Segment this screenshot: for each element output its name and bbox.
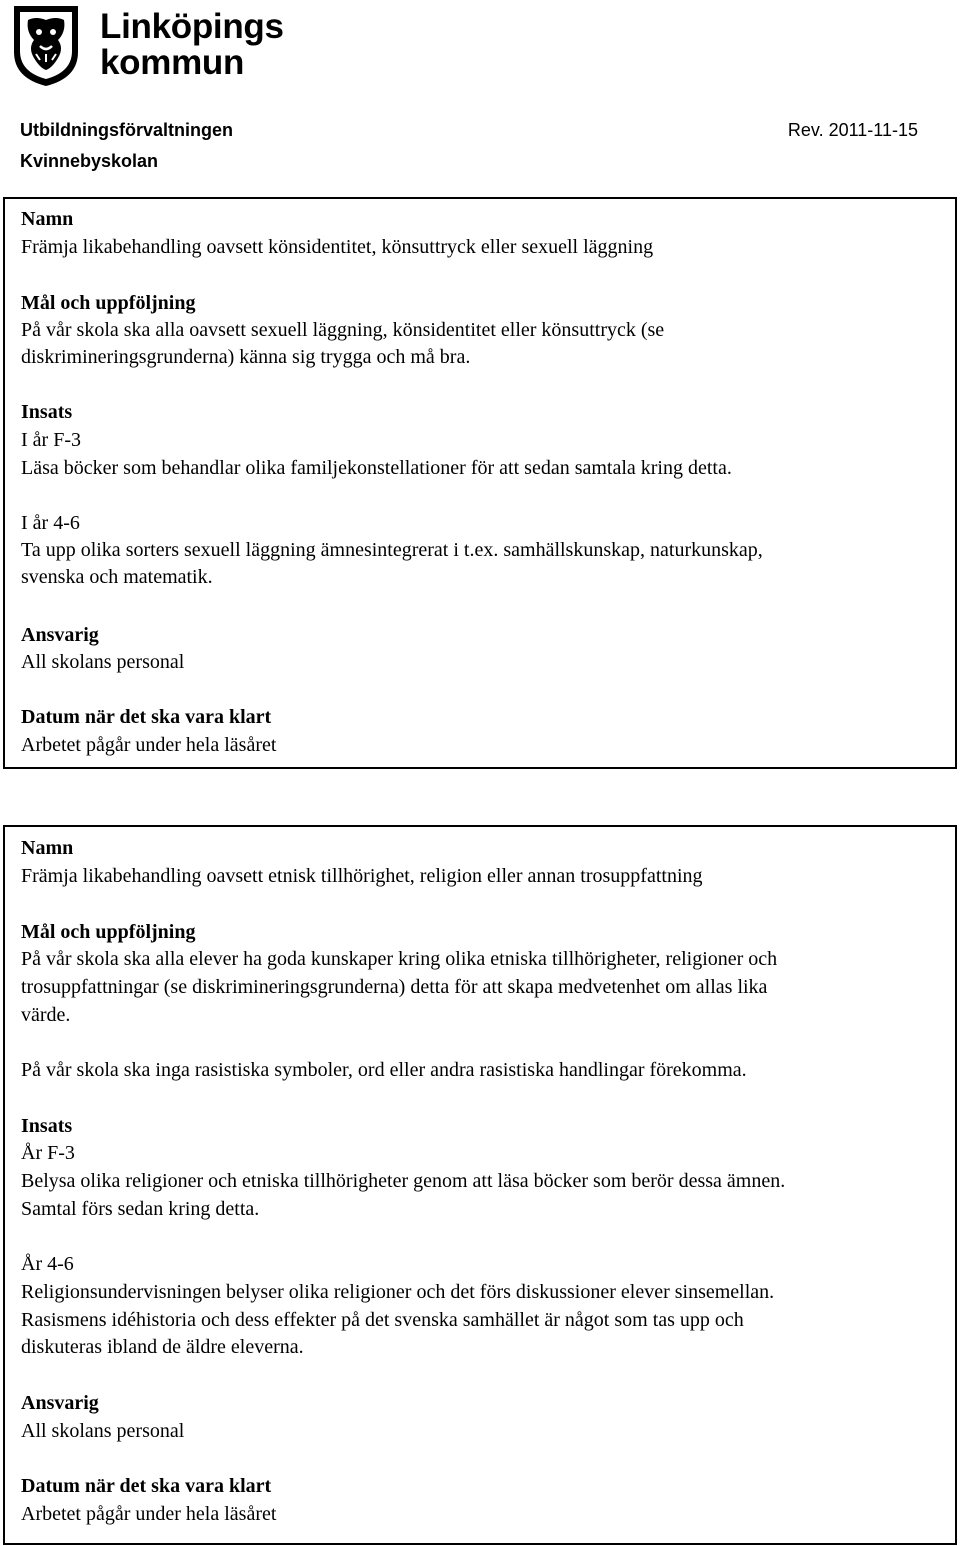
date-heading: Datum när det ska vara klart <box>21 1475 272 1497</box>
plan-section-2 <box>3 825 957 1545</box>
lion-crest-icon <box>6 2 86 88</box>
date-text: Arbetet pågår under hela läsåret <box>21 1503 277 1525</box>
effort-heading: Insats <box>21 401 73 423</box>
goal-line: På vår skola ska alla oavsett sexuell läggning, könsidentitet eller könsuttryck (se <box>21 319 665 341</box>
logo-line-2: kommun <box>100 43 245 82</box>
effort-46-line: diskuteras ibland de äldre eleverna. <box>21 1336 304 1358</box>
effort-46-label: I år 4-6 <box>21 512 80 534</box>
plan-section-1 <box>3 197 957 769</box>
effort-46-line: Ta upp olika sorters sexuell läggning ämnesintegrerat i t.ex. samhällskunskap, naturkunskap, <box>21 539 763 561</box>
effort-heading: Insats <box>21 1115 73 1137</box>
effort-46-line: Rasismens idéhistoria och dess effekter på det svenska samhället är något som tas upp och <box>21 1309 744 1331</box>
goal-line: På vår skola ska alla elever ha goda kunskaper kring olika etniska tillhörigheter, religioner och <box>21 948 778 970</box>
goal-line: diskrimineringsgrunderna) känna sig trygga och må bra. <box>21 346 471 368</box>
name-heading: Namn <box>21 837 74 859</box>
goal-heading: Mål och uppföljning <box>21 292 196 314</box>
organization-name: Utbildningsförvaltningen <box>20 120 233 140</box>
goal-extra-text: På vår skola ska inga rasistiska symboler, ord eller andra rasistiska handlingar förekomma. <box>21 1059 747 1081</box>
effort-46-line: Religionsundervisningen belyser olika religioner och det förs diskussioner elever sinsemellan. <box>21 1281 775 1303</box>
effort-f3-text: Läsa böcker som behandlar olika familjekonstellationer för att sedan samtala kring detta. <box>21 457 732 479</box>
effort-46-label: År 4-6 <box>21 1253 74 1275</box>
revision-date: Rev. 2011-11-15 <box>787 120 918 140</box>
effort-f3-line: Belysa olika religioner och etniska tillhörigheter genom att läsa böcker som berör dessa ämnen. <box>21 1170 786 1192</box>
goal-heading: Mål och uppföljning <box>21 921 196 943</box>
effort-f3-line: Samtal förs sedan kring detta. <box>21 1198 260 1220</box>
name-heading: Namn <box>21 208 74 230</box>
name-text: Främja likabehandling oavsett etnisk tillhörighet, religion eller annan trosuppfattning <box>21 865 703 887</box>
responsible-heading: Ansvarig <box>21 624 99 646</box>
name-text: Främja likabehandling oavsett könsidentitet, könsuttryck eller sexuell läggning <box>21 236 654 258</box>
goal-line: trosuppfattningar (se diskrimineringsgrunderna) detta för att skapa medvetenhet om allas lika <box>21 976 768 998</box>
logo-line-1: Linköpings <box>100 7 284 46</box>
responsible-heading: Ansvarig <box>21 1392 99 1414</box>
school-name: Kvinnebyskolan <box>20 151 159 171</box>
linkoping-logo <box>6 2 284 88</box>
goal-line: värde. <box>21 1004 71 1026</box>
date-text: Arbetet pågår under hela läsåret <box>21 734 277 756</box>
effort-46-line: svenska och matematik. <box>21 566 213 588</box>
responsible-text: All skolans personal <box>21 651 185 673</box>
responsible-text: All skolans personal <box>21 1420 185 1442</box>
date-heading: Datum när det ska vara klart <box>21 706 272 728</box>
effort-f3-label: År F-3 <box>21 1142 75 1164</box>
effort-f3-label: I år F-3 <box>21 429 81 451</box>
